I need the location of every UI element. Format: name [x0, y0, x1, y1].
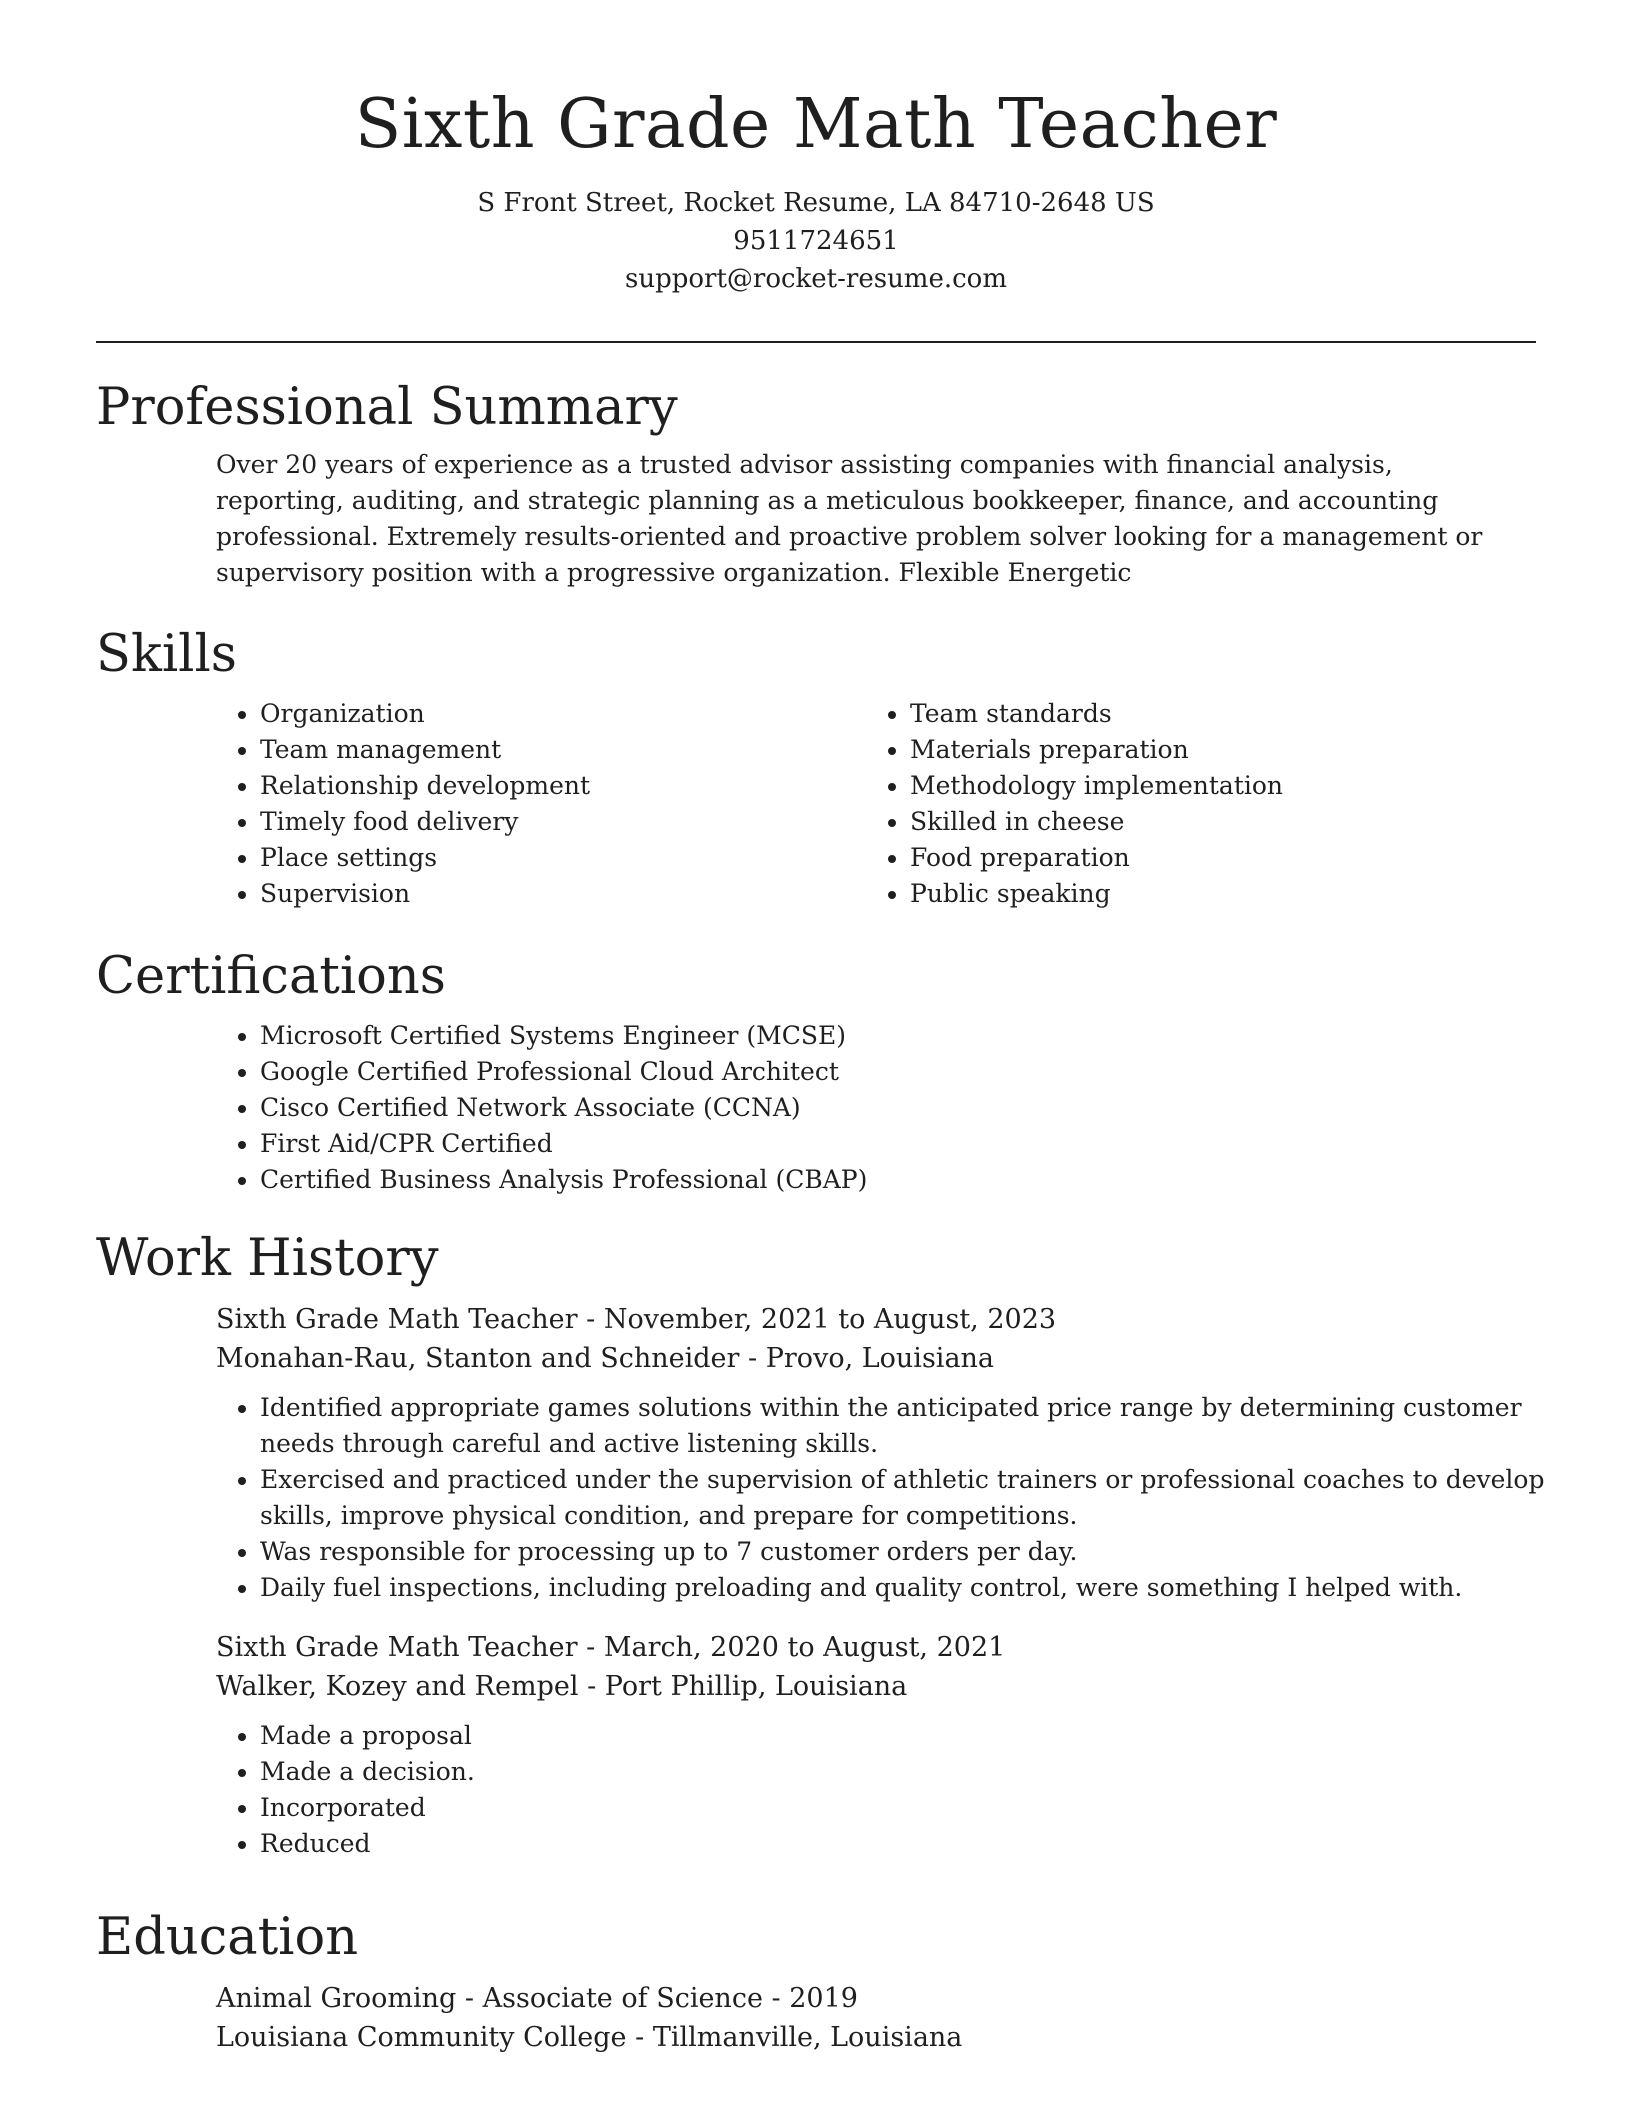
skill-item: • Place settings	[260, 840, 866, 876]
resume-header	[0, 80, 1632, 298]
education-school: Louisiana Community College	[216, 2022, 627, 2053]
skill-item: • Methodology implementation	[910, 768, 1516, 804]
education-entry	[216, 1979, 1536, 2057]
certification-item: • First Aid/CPR Certified	[260, 1126, 1536, 1162]
job-entry	[216, 1300, 1545, 1606]
certifications-title: Certifications	[96, 947, 446, 1006]
separator: -	[577, 1304, 604, 1335]
skill-item: • Skilled in cheese	[910, 804, 1516, 840]
education-section	[96, 1905, 1536, 2057]
job-duty-item: • Made a proposal	[260, 1718, 1546, 1754]
work-history-title: Work History	[96, 1229, 439, 1288]
education-degree-line	[216, 1979, 1536, 2018]
job-duty-item: • Reduced	[260, 1826, 1546, 1862]
job-role: Sixth Grade Math Teacher	[216, 1304, 578, 1335]
certification-item: • Microsoft Certified Systems Engineer (MCSE)	[260, 1018, 1536, 1054]
contact-address: S Front Street, Rocket Resume, LA 84710-2648 US	[477, 188, 1155, 218]
separator: -	[456, 1983, 483, 2014]
job-location: Provo, Louisiana	[765, 1343, 995, 1374]
skill-item: • Food preparation	[910, 840, 1516, 876]
skill-item: • Team management	[260, 732, 866, 768]
skills-section	[96, 622, 1536, 912]
skill-item: • Materials preparation	[910, 732, 1516, 768]
summary-section	[96, 375, 1536, 591]
separator: -	[762, 1983, 790, 2014]
separator: -	[577, 1632, 604, 1663]
job-duties	[216, 1718, 1546, 1862]
separator: -	[626, 2022, 653, 2053]
certifications-list	[216, 1018, 1536, 1198]
job-title-line	[216, 1628, 1536, 1667]
certification-item: • Certified Business Analysis Professional (CBAP)	[260, 1162, 1536, 1198]
skill-item: • Timely food delivery	[260, 804, 866, 840]
skill-item: • Supervision	[260, 876, 866, 912]
education-location: Tillmanville, Louisiana	[652, 2022, 963, 2053]
contact-email: support@rocket-resume.com	[624, 264, 1007, 294]
job-company-line	[216, 1667, 1536, 1706]
separator: -	[739, 1343, 766, 1374]
job-role: Sixth Grade Math Teacher	[216, 1632, 578, 1663]
job-duty-item: • Was responsible for processing up to 7 customer orders per day.	[260, 1534, 1546, 1570]
job-duty-item: • Daily fuel inspections, including preloading and quality control, were something I helped with.	[260, 1570, 1546, 1606]
summary-title: Professional Summary	[96, 378, 678, 437]
skills-title: Skills	[96, 625, 237, 684]
skill-item: • Organization	[260, 696, 866, 732]
job-duty-item: • Made a decision.	[260, 1754, 1546, 1790]
job-dates: November, 2021 to August, 2023	[603, 1304, 1057, 1335]
education-title: Education	[96, 1908, 359, 1967]
certifications-section	[96, 944, 1536, 1198]
education-field: Animal Grooming	[216, 1983, 457, 2014]
job-duties	[216, 1390, 1546, 1606]
job-duty-item: • Incorporated	[260, 1790, 1546, 1826]
job-company: Walker, Kozey and Rempel	[216, 1671, 579, 1702]
job-duty-item: • Identified appropriate games solutions within the anticipated price range by determining customer needs through careful and active listening skills.	[260, 1390, 1546, 1462]
skill-item: • Team standards	[910, 696, 1516, 732]
skills-column-left	[216, 696, 866, 912]
candidate-name: Sixth Grade Math Teacher	[354, 85, 1278, 164]
separator: -	[578, 1671, 605, 1702]
education-degree: Associate of Science	[482, 1983, 763, 2014]
work-history-section	[96, 1226, 1545, 1862]
skills-column-right	[866, 696, 1516, 912]
contact-phone: 9511724651	[733, 226, 899, 256]
skill-item: • Public speaking	[910, 876, 1516, 912]
certification-item: • Google Certified Professional Cloud Architect	[260, 1054, 1536, 1090]
job-duty-item: • Exercised and practiced under the supervision of athletic trainers or professional coaches to develop skills, improve physical condition, and prepare for competitions.	[260, 1462, 1546, 1534]
education-school-line	[216, 2018, 1536, 2057]
job-location: Port Phillip, Louisiana	[604, 1671, 908, 1702]
education-year: 2019	[789, 1983, 858, 2014]
job-title-line	[216, 1300, 1536, 1339]
job-entry	[216, 1628, 1536, 1862]
job-company-line	[216, 1339, 1536, 1378]
job-company: Monahan-Rau, Stanton and Schneider	[216, 1343, 740, 1374]
skill-item: • Relationship development	[260, 768, 866, 804]
certification-item: • Cisco Certified Network Associate (CCNA)	[260, 1090, 1536, 1126]
header-divider	[96, 341, 1536, 343]
skills-grid	[216, 696, 1536, 912]
contact-block	[0, 184, 1632, 298]
summary-text: Over 20 years of experience as a trusted advisor assisting companies with financial analysis, reporting, auditing, and strategic planning as a meticulous bookkeeper, finance, and accounting professional. Extremely results-oriented and proactive problem solver looking for a management or supervisory position with a progressive organization. Flexible Energetic	[216, 450, 1483, 587]
job-dates: March, 2020 to August, 2021	[603, 1632, 1006, 1663]
